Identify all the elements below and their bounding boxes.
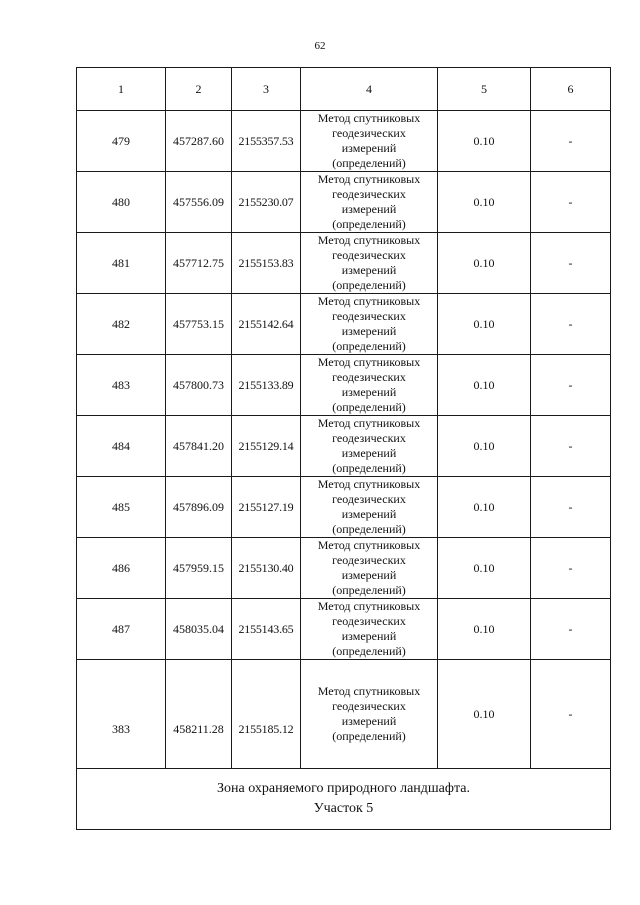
method-line: (определений) (332, 400, 406, 414)
point-number-cell: 383 (77, 660, 166, 769)
y-coordinate-cell: 2155142.64 (232, 294, 301, 355)
method-line: Метод спутниковых (317, 477, 421, 491)
accuracy-cell: 0.10 (438, 660, 531, 769)
y-coordinate-cell: 2155357.53 (232, 111, 301, 172)
y-coordinate-cell: 2155143.65 (232, 599, 301, 660)
y-coordinate-cell: 2155153.83 (232, 233, 301, 294)
table-row (77, 294, 611, 355)
method-line: геодезических (332, 492, 406, 506)
method-line: геодезических (332, 248, 406, 262)
method-line: (определений) (332, 339, 406, 353)
method-cell (301, 111, 438, 172)
table-row (77, 538, 611, 599)
note-cell: - (531, 355, 611, 416)
note-cell: - (531, 538, 611, 599)
header-cell-1: 1 (77, 68, 166, 111)
method-line: геодезических (332, 187, 406, 201)
point-number-cell: 482 (77, 294, 166, 355)
method-line: геодезических (332, 699, 406, 713)
note-cell: - (531, 172, 611, 233)
method-line: измерений (341, 714, 397, 728)
method-line: измерений (341, 446, 397, 460)
method-line: Метод спутниковых (317, 355, 421, 369)
method-line: измерений (341, 629, 397, 643)
table-row (77, 355, 611, 416)
method-line: Метод спутниковых (317, 111, 421, 125)
x-coordinate-cell: 457556.09 (166, 172, 232, 233)
x-coordinate-cell: 457753.15 (166, 294, 232, 355)
point-number-cell: 486 (77, 538, 166, 599)
accuracy-cell: 0.10 (438, 294, 531, 355)
method-line: геодезических (332, 309, 406, 323)
method-line: (определений) (332, 156, 406, 170)
method-line: измерений (341, 202, 397, 216)
accuracy-cell: 0.10 (438, 172, 531, 233)
table-header-row (77, 68, 611, 111)
method-line: измерений (341, 263, 397, 277)
x-coordinate-cell: 458211.28 (166, 660, 232, 769)
point-number-cell: 485 (77, 477, 166, 538)
method-line: Метод спутниковых (317, 172, 421, 186)
method-line: измерений (341, 507, 397, 521)
method-line: (определений) (332, 644, 406, 658)
y-coordinate-cell: 2155127.19 (232, 477, 301, 538)
table-row (77, 172, 611, 233)
note-cell: - (531, 233, 611, 294)
accuracy-cell: 0.10 (438, 599, 531, 660)
section-title-line-1: Зона охраняемого природного ландшафта. (217, 781, 470, 796)
accuracy-cell: 0.10 (438, 538, 531, 599)
x-coordinate-cell: 457959.15 (166, 538, 232, 599)
x-coordinate-cell: 457287.60 (166, 111, 232, 172)
method-line: измерений (341, 324, 397, 338)
method-line: геодезических (332, 614, 406, 628)
method-cell (301, 233, 438, 294)
accuracy-cell: 0.10 (438, 355, 531, 416)
point-number-cell: 481 (77, 233, 166, 294)
table-row (77, 233, 611, 294)
note-cell: - (531, 477, 611, 538)
note-cell: - (531, 294, 611, 355)
method-line: (определений) (332, 217, 406, 231)
method-line: Метод спутниковых (317, 684, 421, 698)
method-line: (определений) (332, 729, 406, 743)
header-cell-3: 3 (232, 68, 301, 111)
method-cell (301, 355, 438, 416)
coordinates-table (76, 67, 611, 830)
page-number: 62 (314, 40, 326, 52)
y-coordinate-cell: 2155130.40 (232, 538, 301, 599)
method-line: геодезических (332, 126, 406, 140)
point-number-cell: 487 (77, 599, 166, 660)
point-number-cell: 483 (77, 355, 166, 416)
method-line: (определений) (332, 522, 406, 536)
method-line: геодезических (332, 431, 406, 445)
x-coordinate-cell: 457841.20 (166, 416, 232, 477)
method-cell (301, 416, 438, 477)
method-line: Метод спутниковых (317, 599, 421, 613)
method-line: Метод спутниковых (317, 233, 421, 247)
table-row (77, 111, 611, 172)
method-line: (определений) (332, 583, 406, 597)
header-cell-6: 6 (531, 68, 611, 111)
x-coordinate-cell: 458035.04 (166, 599, 232, 660)
method-cell (301, 477, 438, 538)
note-cell: - (531, 660, 611, 769)
table-row (77, 599, 611, 660)
method-line: Метод спутниковых (317, 538, 421, 552)
note-cell: - (531, 599, 611, 660)
method-line: измерений (341, 141, 397, 155)
header-cell-5: 5 (438, 68, 531, 111)
header-cell-2: 2 (166, 68, 232, 111)
method-cell (301, 538, 438, 599)
y-coordinate-cell: 2155185.12 (232, 660, 301, 769)
method-line: Метод спутниковых (317, 294, 421, 308)
section-title-line-2: Участок 5 (313, 801, 374, 816)
point-number-cell: 484 (77, 416, 166, 477)
table-row (77, 660, 611, 769)
note-cell: - (531, 416, 611, 477)
accuracy-cell: 0.10 (438, 233, 531, 294)
method-line: геодезических (332, 553, 406, 567)
y-coordinate-cell: 2155133.89 (232, 355, 301, 416)
x-coordinate-cell: 457800.73 (166, 355, 232, 416)
x-coordinate-cell: 457712.75 (166, 233, 232, 294)
point-number-cell: 479 (77, 111, 166, 172)
note-cell: - (531, 111, 611, 172)
x-coordinate-cell: 457896.09 (166, 477, 232, 538)
table-row (77, 477, 611, 538)
table-row (77, 416, 611, 477)
y-coordinate-cell: 2155129.14 (232, 416, 301, 477)
header-cell-4: 4 (301, 68, 438, 111)
y-coordinate-cell: 2155230.07 (232, 172, 301, 233)
method-line: (определений) (332, 461, 406, 475)
method-line: измерений (341, 568, 397, 582)
method-line: Метод спутниковых (317, 416, 421, 430)
method-cell (301, 660, 438, 769)
table-footer-row (77, 769, 611, 830)
method-cell (301, 172, 438, 233)
accuracy-cell: 0.10 (438, 416, 531, 477)
method-cell (301, 294, 438, 355)
method-line: измерений (341, 385, 397, 399)
section-title (77, 769, 611, 830)
point-number-cell: 480 (77, 172, 166, 233)
accuracy-cell: 0.10 (438, 477, 531, 538)
accuracy-cell: 0.10 (438, 111, 531, 172)
method-line: (определений) (332, 278, 406, 292)
method-cell (301, 599, 438, 660)
method-line: геодезических (332, 370, 406, 384)
